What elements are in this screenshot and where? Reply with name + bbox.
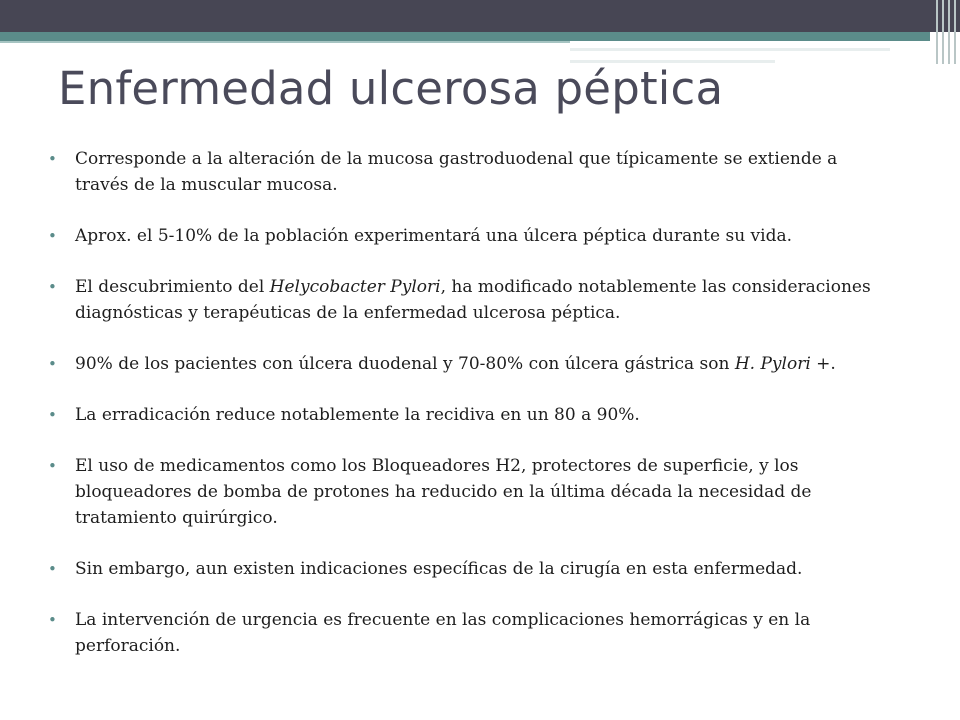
bullet-text: Sin embargo, aun existen indicaciones específicas de la cirugía en esta enfermedad.	[75, 559, 803, 579]
slide-title: Enfermedad ulcerosa péptica	[58, 62, 724, 115]
bullet-item	[48, 453, 878, 531]
bullet-text: Aprox. el 5-10% de la población experimentará una úlcera péptica durante su vida.	[75, 226, 793, 246]
bullet-item	[48, 223, 878, 249]
bullet-text: La intervención de urgencia es frecuente en las complicaciones hemorrágicas y en la perforación.	[75, 610, 811, 656]
accent-stripe	[0, 32, 930, 41]
bullet-text: La erradicación reduce notablemente la recidiva en un 80 a 90%.	[75, 405, 640, 425]
accent-stripe-thin	[0, 41, 570, 43]
bullet-text: El descubrimiento del	[75, 277, 270, 297]
corner-stripe	[942, 0, 944, 64]
bullet-item	[48, 402, 878, 428]
bullet-item	[48, 607, 878, 659]
bullet-item	[48, 556, 878, 582]
bullet-text: +.	[810, 354, 836, 374]
bullet-italic-text: Helycobacter Pylori	[269, 277, 441, 297]
bullet-text: 90% de los pacientes con úlcera duodenal y 70-80% con úlcera gástrica son	[75, 354, 735, 374]
decorative-line	[570, 48, 890, 51]
corner-stripe	[954, 0, 956, 64]
bullet-list	[48, 146, 878, 684]
bullet-text: , ha modificado notablemente las consideraciones diagnósticas y terapéuticas de la enfermedad ulcerosa péptica.	[75, 277, 871, 323]
bullet-item	[48, 351, 878, 377]
corner-stripe	[936, 0, 938, 64]
corner-stripes	[930, 0, 960, 64]
top-banner	[0, 0, 960, 32]
bullet-item	[48, 274, 878, 326]
bullet-text: El uso de medicamentos como los Bloqueadores H2, protectores de superficie, y los bloqueadores de bomba de protones ha reducido en la última década la necesidad de tratamiento quirúrgico.	[75, 456, 812, 528]
bullet-item	[48, 146, 878, 198]
bullet-italic-text: H. Pylori	[734, 354, 811, 374]
bullet-text: Corresponde a la alteración de la mucosa gastroduodenal que típicamente se extiende a través de la muscular mucosa.	[75, 149, 838, 195]
corner-stripe	[948, 0, 950, 64]
